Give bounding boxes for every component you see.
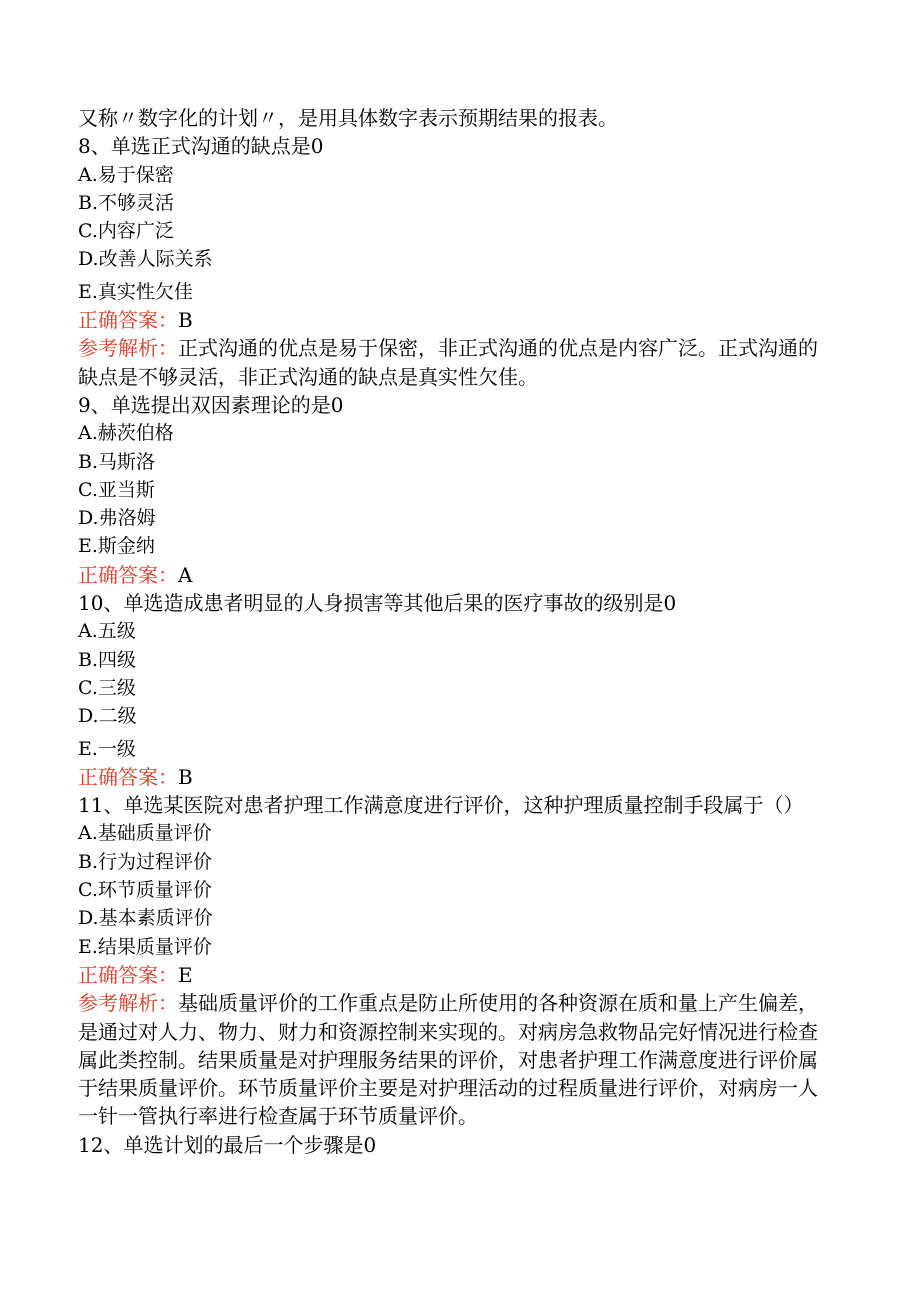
option-c: C.内容广泛 (78, 220, 174, 243)
analysis-label: 参考解析： (78, 991, 178, 1016)
answer-line (78, 961, 818, 989)
answer-line (78, 561, 818, 589)
answer-line (78, 763, 818, 791)
option-b: B.行为过程评价 (78, 850, 213, 873)
option-b: B.不够灵活 (78, 191, 175, 214)
option-e: E.一级 (78, 737, 136, 760)
answer-value: B (178, 308, 193, 333)
answer-line (78, 306, 818, 334)
option-a: A.五级 (78, 620, 136, 643)
answer-value: E (178, 962, 193, 987)
answer-value: B (178, 764, 193, 789)
analysis (78, 989, 818, 1130)
option-a: A.基础质量评价 (78, 822, 212, 845)
option-a: A.易于保密 (78, 163, 174, 186)
option-d: D.二级 (78, 705, 137, 728)
question-11 (78, 791, 818, 1131)
question-10 (78, 589, 818, 791)
analysis-label: 参考解析： (78, 336, 178, 361)
answer-label: 正确答案： (78, 764, 178, 789)
option-c: C.三级 (78, 676, 136, 699)
option-c: C.亚当斯 (78, 478, 155, 501)
question-title: 11、单选某医院对患者护理工作满意度进行评价，这种护理质量控制手段属于（） (78, 793, 804, 818)
question-title: 12、单选计划的最后一个步骤是0 (78, 1132, 377, 1157)
question-12 (78, 1131, 818, 1159)
option-d: D.弗洛姆 (78, 507, 156, 530)
option-e: E.结果质量评价 (78, 935, 212, 958)
answer-label: 正确答案： (78, 962, 178, 987)
document-page (78, 104, 818, 1159)
intro-text: 又称〃数字化的计划〃，是用具体数字表示预期结果的报表。 (78, 106, 618, 130)
option-d: D.基本素质评价 (78, 907, 213, 930)
analysis-text: 正式沟通的优点是易于保密，非正式沟通的优点是内容广泛。正式沟通的缺点是不够灵活，非正式沟通的缺点是真实性欠佳。 (78, 336, 818, 389)
option-e: E.斯金纳 (78, 535, 155, 558)
question-title: 8、单选正式沟通的缺点是0 (78, 134, 324, 159)
answer-label: 正确答案： (78, 308, 178, 333)
option-a: A.赫茨伯格 (78, 422, 174, 445)
analysis-text: 基础质量评价的工作重点是防止所使用的各种资源在质和量上产生偏差，是通过对人力、物力、财力和资源控制来实现的。对病房急救物品完好情况进行检查属此类控制。结果质量是对护理服务结果的评价，对患者护理工作满意度进行评价属于结果质量评价。环节质量评价主要是对护理活动的过程质量进行评价，对病房一人一针一管执行率进行检查属于环节质量评价。 (78, 991, 818, 1129)
option-d: D.改善人际关系 (78, 248, 213, 271)
question-8 (78, 132, 818, 391)
option-b: B.马斯洛 (78, 450, 156, 473)
option-b: B.四级 (78, 648, 137, 671)
analysis (78, 334, 818, 391)
option-c: C.环节质量评价 (78, 879, 212, 902)
option-e: E.真实性欠佳 (78, 280, 193, 303)
question-9 (78, 391, 818, 589)
question-title: 10、单选造成患者明显的人身损害等其他后果的医疗事故的级别是0 (78, 591, 677, 616)
answer-label: 正确答案： (78, 562, 178, 587)
answer-value: A (178, 562, 193, 587)
question-title: 9、单选提出双因素理论的是0 (78, 392, 344, 417)
